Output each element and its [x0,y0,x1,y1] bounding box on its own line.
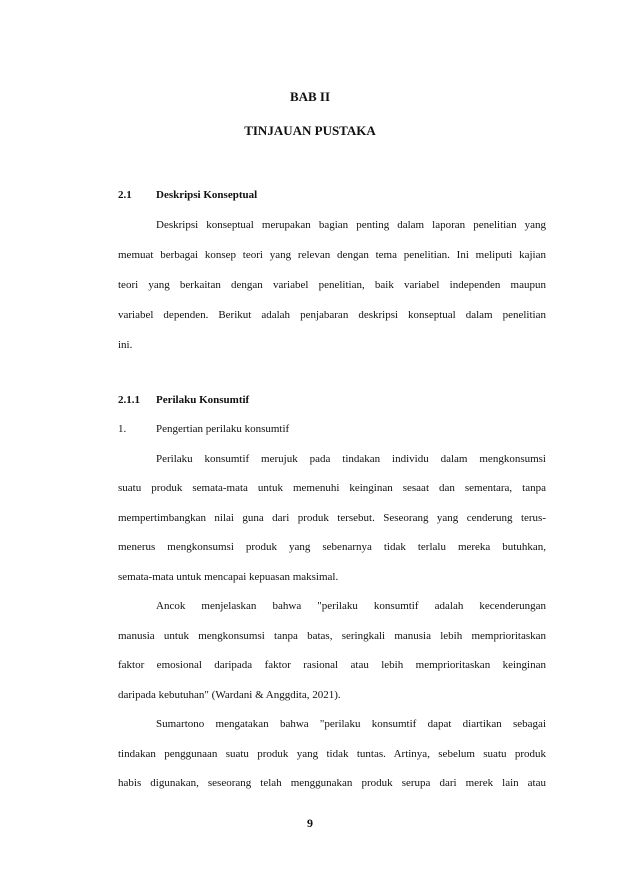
paragraph-line: daripada kebutuhan" (Wardani & Anggdita, 2021). [118,689,341,701]
list-item-text: Pengertian perilaku konsumtif [156,423,290,435]
section-title: Deskripsi Konseptual [156,189,258,201]
paragraph-line: memuat berbagai konsep teori yang relevan dengan tema penelitian. Ini meliputi kajian [118,249,546,261]
paragraph-line: tindakan penggunaan suatu produk yang tidak tuntas. Artinya, sebelum suatu produk [118,748,546,760]
page-number: 9 [307,816,313,830]
paragraph-line: variabel dependen. Berikut adalah penjabaran deskripsi konseptual dalam penelitian [118,309,546,321]
section-number: 2.1.1 [118,394,140,406]
list-item [118,423,290,435]
paragraph-line: manusia untuk mengkonsumsi tanpa batas, seringkali manusia lebih memprioritaskan [118,630,546,642]
paragraph-line: semata-mata untuk mencapai kepuasan maksimal. [118,571,339,583]
chapter-title: TINJAUAN PUSTAKA [244,123,376,138]
paragraph-line: Sumartono mengatakan bahwa "perilaku konsumtif dapat diartikan sebagai [156,718,546,730]
paragraph-line: ini. [118,339,133,351]
paragraph-line: Ancok menjelaskan bahwa "perilaku konsumtif adalah kecenderungan [156,600,546,612]
paragraph-line: mempertimbangkan nilai guna dari produk tersebut. Seseorang yang cenderung terus- [118,512,546,524]
paragraph-line: faktor emosional daripada faktor rasional atau lebih memprioritaskan keinginan [118,659,546,671]
paragraph-line: Deskripsi konseptual merupakan bagian penting dalam laporan penelitian yang [156,219,546,231]
paragraph-line: Perilaku konsumtif merujuk pada tindakan individu dalam mengkonsumsi [156,453,546,465]
paragraph-line: menerus mengkonsumsi produk yang sebenarnya tidak terlalu mereka butuhkan, [118,541,546,553]
section-number: 2.1 [118,189,132,201]
paragraph-line: teori yang berkaitan dengan variabel penelitian, baik variabel independen maupun [118,279,546,291]
paragraph-line: habis digunakan, seseorang telah menggunakan produk serupa dari merek lain atau [118,777,546,789]
paragraph-line: suatu produk semata-mata untuk memenuhi keinginan sesaat dan sementara, tanpa [118,482,546,494]
list-item-number: 1. [118,423,127,435]
section-title: Perilaku Konsumtif [156,394,250,406]
chapter-number: BAB II [289,89,331,104]
